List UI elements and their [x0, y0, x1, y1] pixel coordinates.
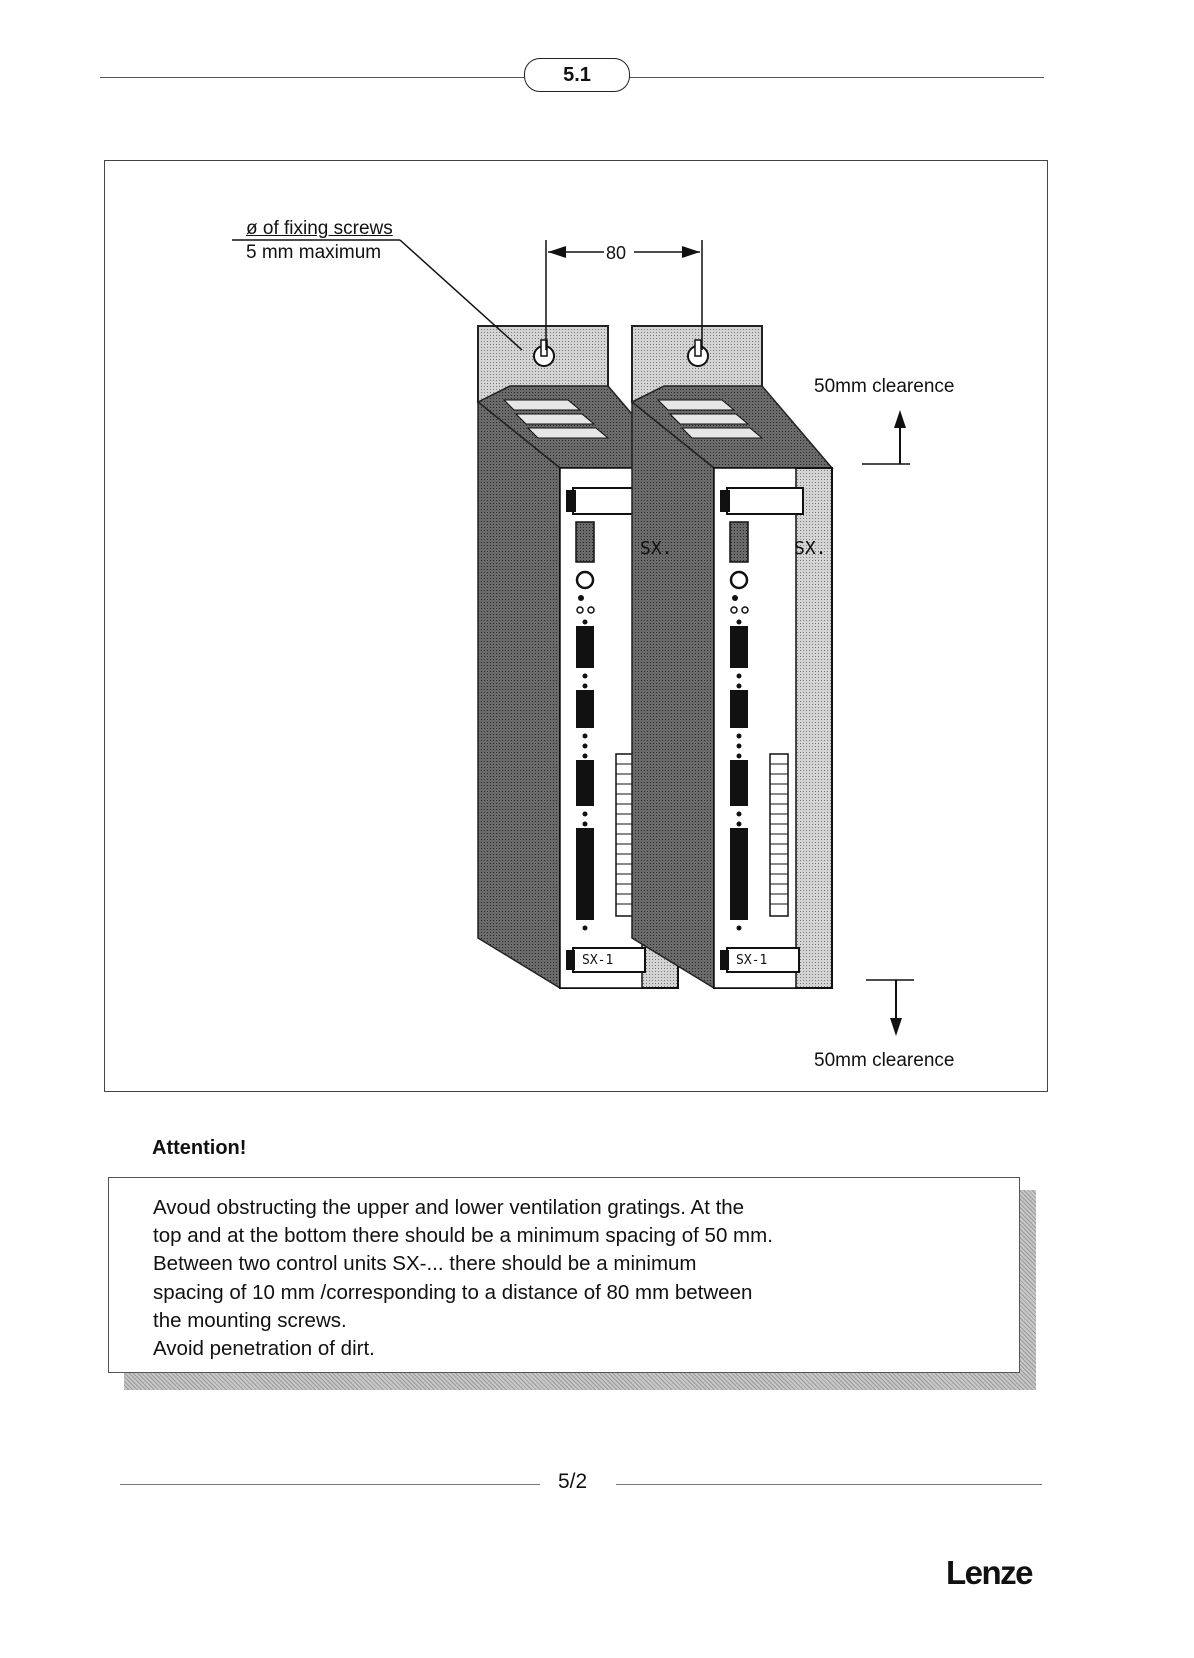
spacing-dimension-label: 80	[606, 243, 627, 263]
screw-note-line2: 5 mm maximum	[246, 242, 382, 263]
page-number: 5/2	[558, 1470, 588, 1493]
bottom-clearance-label: 50mm clearence	[814, 1050, 955, 1071]
note-line: spacing of 10 mm /corresponding to a distance of 80 mm between	[153, 1280, 753, 1304]
note-line: Avoud obstructing the upper and lower ventilation gratings. At the	[153, 1196, 745, 1219]
unit2-bottom-label: SX-1	[736, 953, 768, 968]
footer-rule-left	[120, 1484, 540, 1485]
brand-logo: Lenze	[946, 1554, 1033, 1591]
screw-note-line1: ø of fixing screws	[246, 218, 393, 239]
note-line: top and at the bottom there should be a minimum spacing of 50 mm.	[153, 1224, 773, 1248]
top-clearance-label: 50mm clearence	[814, 376, 955, 397]
attention-note-text	[153, 1194, 973, 1363]
unit1-side-label: SX.	[640, 538, 673, 559]
note-line: Between two control units SX-... there should be a minimum	[153, 1252, 697, 1276]
unit1-bottom-label: SX-1	[582, 953, 614, 968]
section-number-badge: 5.1	[524, 58, 630, 92]
attention-heading: Attention!	[152, 1137, 247, 1159]
unit2-side-label: SX.	[794, 538, 827, 559]
footer-rule-right	[616, 1484, 1042, 1485]
note-line: Avoid penetration of dirt.	[153, 1337, 375, 1361]
note-line: the mounting screws.	[153, 1308, 347, 1332]
attention-note-box	[108, 1177, 1020, 1373]
